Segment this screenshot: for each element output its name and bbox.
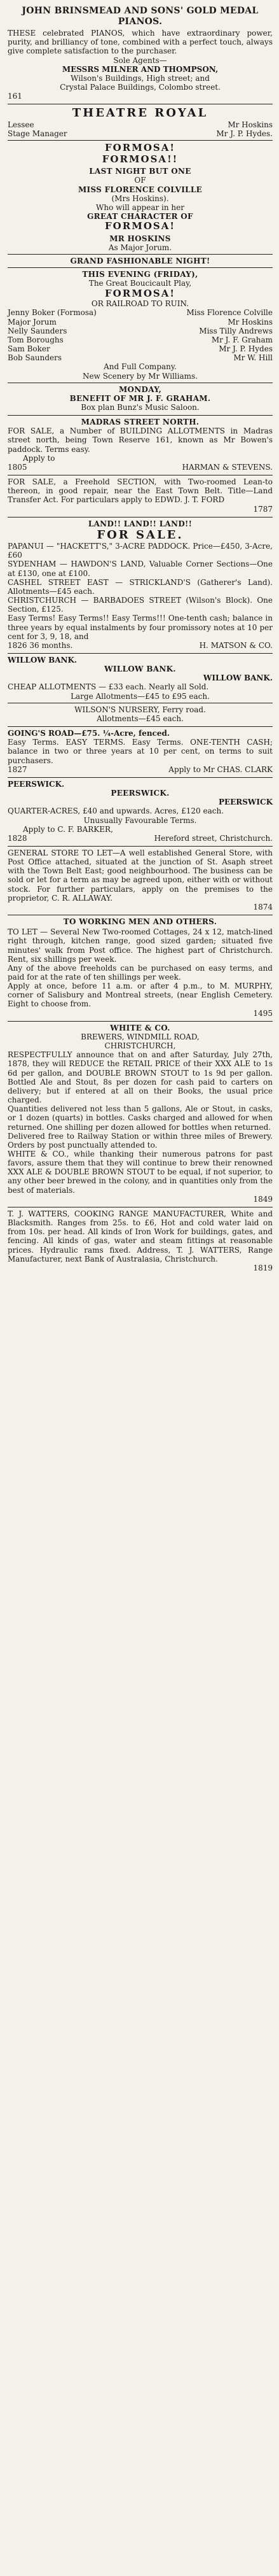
for-sale: FOR SALE.	[97, 528, 184, 542]
cast-row	[8, 335, 273, 344]
formosa-line: FORMOSA!	[105, 220, 175, 232]
cast-role: Nelly Saunders	[8, 326, 67, 335]
months: 36 months.	[29, 640, 73, 650]
ad-freehold-section	[8, 475, 273, 517]
great-character: GREAT CHARACTER OF	[87, 211, 193, 221]
who-will: Who will appear in her	[96, 202, 184, 212]
ad-heading: WILLOW BANK.	[104, 665, 176, 674]
apply-line: Apply to C. F. BARKER,	[23, 824, 113, 834]
lessee-row	[8, 120, 273, 129]
ad-body: QUARTER-ACRES, £40 and upwards. Acres, £120 each.	[8, 806, 224, 816]
ad-madras-street	[8, 416, 273, 475]
ad-agent: Apply to Mr CHAS. CLARK	[168, 764, 273, 774]
ad-body: T. J. WATTERS, COOKING RANGE MANUFACTURER, White and Blacksmith. Ranges from 25s. to £6, Hot and cold water laid on from 10s. per head. All kinds of Iron Work for buildings, gates, and fencing. All kinds of gas, water and steam fittings at reasonable prices. Hydraulic rams fixed. Address, T. J. WATTERS, Range Manufacturer, next Bank of Australasia, Christchurch.	[8, 1209, 273, 1263]
actress-name: MISS FLORENCE COLVILLE	[78, 185, 203, 194]
newspaper-column	[0, 0, 279, 1276]
actress-alias: (Mrs Hoskins).	[111, 194, 169, 203]
ad-body: FOR SALE, a Freehold SECTION, with Two-roomed Lean-to thereon, in good repair, near the East Town Belt. Title—Land Transfer Act. For particulars apply to EDWD. J. T. FORD	[8, 477, 273, 505]
agents-name: MESSRS MILNER AND THOMPSON,	[62, 64, 219, 74]
scenery: New Scenery by Mr Williams.	[83, 371, 198, 381]
ad-heading: PEERSWICK.	[111, 789, 170, 798]
sydenham: SYDENHAM — HAWDON'S LAND, Valuable Corner Sections—One at £130, one at £100.	[8, 560, 273, 578]
ad-working-men	[8, 915, 273, 1022]
cast-actor: Mr J. P. Hydes	[219, 344, 273, 354]
grand-night: GRAND FASHIONABLE NIGHT!	[70, 257, 210, 266]
ad-city: CHRISTCHURCH,	[104, 1041, 176, 1051]
ad-willow-bank	[8, 654, 273, 727]
ad-heading: GOING'S ROAD—£75. ¼-Acre, fenced.	[8, 729, 170, 738]
ad-peerswick	[8, 778, 273, 847]
cast-actor: Mr Hoskins	[228, 317, 273, 327]
ad-heading: PEERSWICK	[218, 798, 273, 807]
cast-row	[8, 308, 273, 317]
ad-land	[8, 517, 273, 654]
ad-ref: 1826	[8, 640, 27, 650]
ad-brinsmead	[8, 4, 273, 104]
freehold-note: Any of the above freeholds can be purchased on easy terms, and paid for at the rate of ten shillings per week.	[8, 963, 273, 982]
large-allotments: Large Allotments—£45 to £95 each.	[71, 691, 210, 701]
ad-heading: WHITE & CO.	[110, 1023, 170, 1032]
quantities: Quantities delivered not less than 5 gallons, Ale or Stout, in casks, or 1 dozen (quarts) in bottles. Casks charged and allowed for when returned. One shilling per dozen allowed for bottles when returned.	[8, 1104, 273, 1132]
ad-ref: 1495	[253, 1008, 273, 1018]
last-night: LAST NIGHT BUT ONE	[89, 167, 191, 176]
boucicault: The Great Boucicault Play,	[88, 279, 192, 288]
ad-body: CHEAP ALLOTMENTS — £33 each. Nearly all Sold.	[8, 682, 209, 692]
divider	[8, 267, 273, 268]
ad-body: TO LET — Several New Two-roomed Cottages, 24 x 12, match-lined right through, kitchen range, good sized garden; situated five minutes' walk from Post office. The highest part of Christchurch. Rent, six shillings per week.	[8, 927, 273, 964]
cast-role: Major Jorum	[8, 317, 57, 327]
ad-goings-road	[8, 727, 273, 778]
cast-row	[8, 353, 273, 362]
address-1: Wilson's Buildings, High street; and	[71, 73, 210, 83]
play-title: FORMOSA!	[105, 287, 175, 299]
ad-general-store	[8, 847, 273, 915]
cashel-street: CASHEL STREET EAST — STRICKLAND'S (Gatherer's Land). Allotments—£45 each.	[8, 577, 273, 596]
easy-terms: Easy Terms! Easy Terms!! Easy Terms!!! One-tenth cash; balance in three years by equal instalments by four promissory notes at 10 per cent for 3, 9, 18, and	[8, 614, 273, 641]
delivered: Delivered free to Railway Station or within three miles of Brewery. Orders by post punctually attended to.	[8, 1131, 273, 1150]
benefit: BENEFIT OF MR J. F. GRAHAM.	[69, 393, 211, 403]
ad-ref: 1874	[253, 902, 273, 911]
ad-white-co	[8, 1022, 273, 1207]
lessee-label: Lessee	[8, 120, 34, 129]
ad-ref: 1827	[8, 764, 27, 774]
ad-address: Hereford street, Christchurch.	[154, 833, 273, 843]
ad-body: FOR SALE, a Number of BUILDING ALLOTMENTS in Madras street north, being Town Reserve 161, known as Mr Bowen's paddock. Terms easy.	[8, 426, 273, 454]
ad-body: THESE celebrated PIANOS, which have extraordinary power, purity, and brilliancy of tone, combined with a perfect touch, always give complete satisfaction to the purchaser.	[8, 29, 273, 56]
cast-role: Tom Boroughs	[8, 335, 64, 344]
address-2: Crystal Palace Buildings, Colombo street.	[60, 82, 221, 92]
ad-footer	[8, 463, 273, 472]
cast-role: Bob Saunders	[8, 353, 62, 363]
ad-ref: 1787	[253, 504, 273, 514]
ad-agent: HARMAN & STEVENS.	[182, 462, 273, 472]
ad-body: RESPECTFULLY announce that on and after Saturday, July 27th, 1878, they will REDUCE the RETAIL PRICE of their XXX ALE to 1s 6d per gallon, and DOUBLE BROWN STOUT to 1s 9d per gallon. Bottled Ale and Stout, 8s per dozen for cash paid to carters on delivery; but if entered at all on their Books, the usual price charged.	[8, 1050, 273, 1105]
actor-role: As Major Jorum.	[108, 243, 172, 252]
full-company: And Full Company.	[104, 362, 177, 372]
ad-heading: JOHN BRINSMEAD AND SONS' GOLD MEDAL PIANOS.	[22, 6, 259, 27]
apply-line: Apply at once, before 11 a.m. or after 4 p.m., to M. MURPHY, corner of Salisbury and Montreal streets, (near English Cemetery. Eight to choose from.	[8, 982, 273, 1009]
ad-ref: 1849	[253, 1194, 273, 1204]
formosa-line: FORMOSA!!	[102, 153, 179, 165]
lessee-name: Mr Hoskins	[228, 120, 273, 129]
ad-subheading: BREWERS, WINDMILL ROAD,	[81, 1032, 200, 1041]
ad-theatre-royal	[8, 104, 273, 416]
actor-name: MR HOSKINS	[109, 234, 171, 243]
manager-name: Mr J. P. Hydes.	[216, 129, 273, 138]
ad-ref: 1805	[8, 462, 27, 472]
monday: MONDAY,	[118, 384, 162, 394]
agents-title: Sole Agents—	[113, 55, 167, 65]
ad-body: Easy Terms. EASY TERMS. Easy Terms. ONE-TENTH CASH; balance in two or three years at 10 per cent, on terms to suit purchasers.	[8, 738, 273, 765]
terms: Unusually Favourable Terms.	[83, 815, 197, 825]
nursery: WILSON'S NURSERY, Ferry road.	[74, 705, 206, 714]
ad-footer	[8, 765, 273, 774]
ad-heading: TO WORKING MEN AND OTHERS.	[63, 917, 217, 927]
ad-heading: PEERSWICK.	[8, 779, 65, 789]
cast-row	[8, 318, 273, 327]
ad-watters	[8, 1207, 273, 1276]
cast-actor: Miss Tilly Andrews	[199, 326, 273, 335]
cast-row	[8, 327, 273, 335]
ad-body: GENERAL STORE TO LET—A well established General Store, with Post Office attached, situated at the junction of St. Asaph street with the Town Belt East; good neighbourhood. The business can be sold or let for a term as may be agreed upon, either with or without stock. For further particulars, apply on the premises to the proprietor, C. R. ALLAWAY.	[8, 848, 273, 903]
nursery-price: Allotments—£45 each.	[97, 714, 184, 723]
ad-heading: THEATRE ROYAL	[72, 106, 208, 120]
evening: THIS EVENING (FRIDAY),	[82, 270, 198, 279]
manager-row	[8, 129, 273, 138]
cast-row	[8, 344, 273, 353]
cast-list	[8, 308, 273, 362]
manager-label: Stage Manager	[8, 129, 67, 138]
ad-footer	[8, 834, 273, 843]
of-line: OF	[134, 176, 146, 185]
ad-ref: 1828	[8, 833, 27, 843]
cast-actor: Mr J. F. Graham	[211, 335, 273, 344]
christchurch-section: CHRISTCHURCH — BARBADOES STREET (Wilson's Block). One Section, £125.	[8, 596, 273, 614]
ad-ref: 161	[8, 92, 22, 101]
land-line: LAND!! LAND!! LAND!!	[88, 519, 193, 528]
apply-line: Apply to	[23, 453, 55, 463]
cast-role: Jenny Boker (Formosa)	[8, 308, 97, 318]
play-subtitle: OR RAILROAD TO RUIN.	[91, 299, 189, 309]
cast-role: Sam Boker	[8, 344, 50, 354]
box-plan: Box plan Bunz's Music Saloon.	[81, 403, 200, 412]
ad-heading: MADRAS STREET NORTH.	[81, 418, 200, 427]
papanui: PAPANUI — "HACKETT'S," 3-ACRE PADDOCK. Price—£450, 3-Acre, £60	[8, 542, 273, 560]
ad-heading: WILLOW BANK.	[8, 656, 78, 665]
divider	[8, 140, 273, 141]
divider	[8, 254, 273, 255]
cast-actor: Miss Florence Colville	[186, 308, 273, 318]
ad-footer	[8, 641, 273, 650]
ad-heading: WILLOW BANK.	[203, 673, 273, 683]
cast-actor: Mr W. Hill	[233, 353, 273, 363]
thanks: WHITE & CO., while thanking their numerous patrons for past favors, assure them that they will continue to brew their renowned XXX ALE & DOUBLE BROWN STOUT to be equal, if not superior, to any other beer brewed in the colony, and in quantities only from the best of materials.	[8, 1149, 273, 1195]
ad-agent: H. MATSON & CO.	[199, 640, 273, 650]
ad-ref: 1819	[253, 1263, 273, 1272]
formosa-line: FORMOSA!	[105, 141, 175, 153]
